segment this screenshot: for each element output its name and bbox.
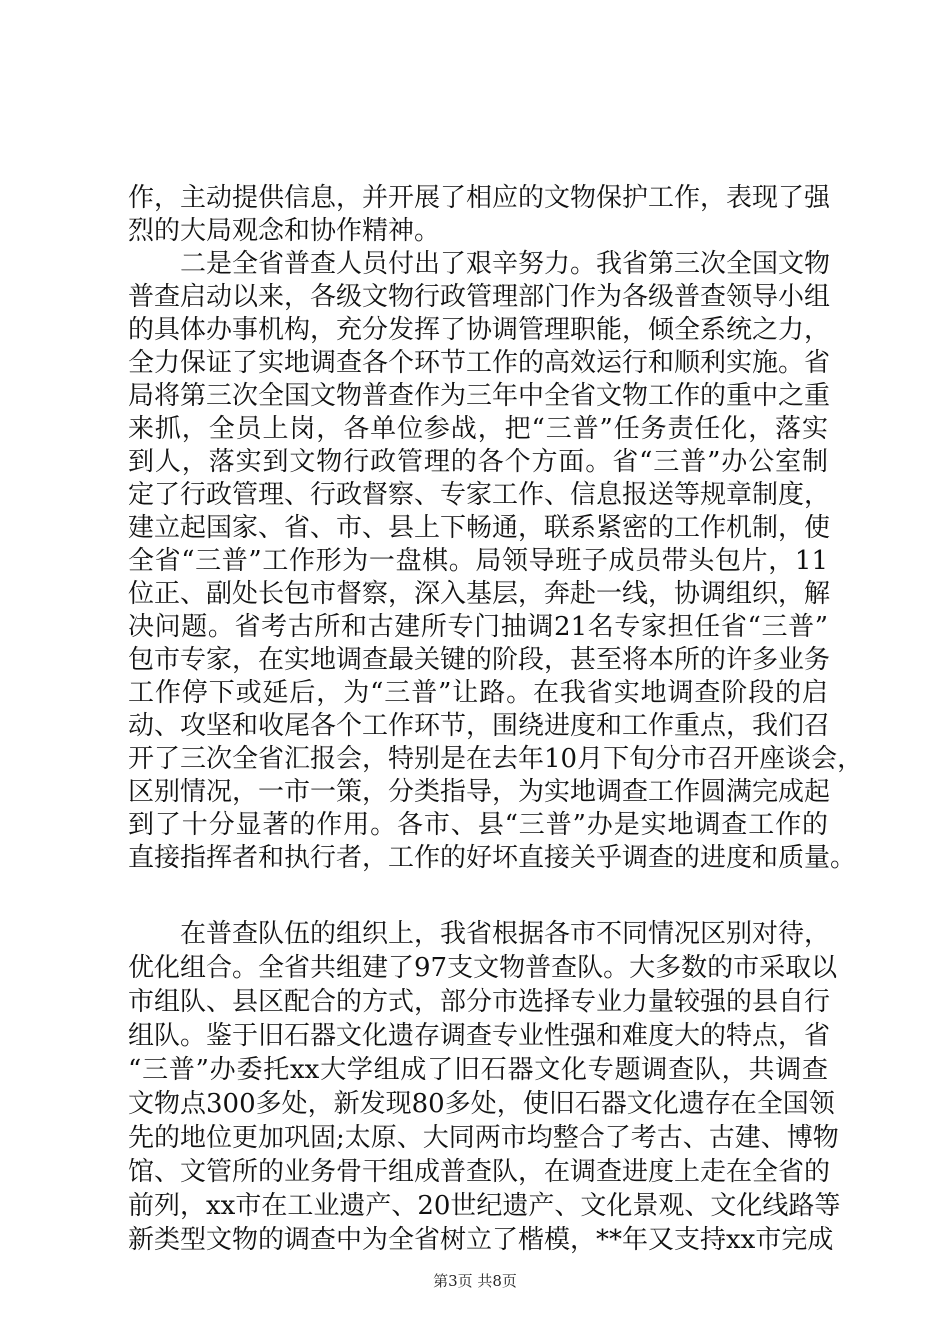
body-text-line: 来抓，全员上岗，各单位参战，把“三普”任务责任化，落实	[128, 414, 828, 444]
body-text-line: 建立起国家、省、市、县上下畅通，联系紧密的工作机制，使	[128, 513, 831, 543]
body-text-line: 决问题。省考古所和古建所专门抽调21名专家担任省“三普”	[128, 612, 828, 642]
body-text-line: 普查启动以来，各级文物行政管理部门作为各级普查领导小组	[128, 282, 831, 312]
body-text-line: 全力保证了实地调查各个环节工作的高效运行和顺利实施。省	[128, 348, 831, 378]
body-text-line: 的具体办事机构，充分发挥了协调管理职能，倾全系统之力，	[128, 315, 831, 345]
body-text-line: 动、攻坚和收尾各个工作环节，围绕进度和工作重点，我们召	[128, 711, 831, 741]
body-text-line: 前列，xx市在工业遗产、20世纪遗产、文化景观、文化线路等	[128, 1191, 841, 1221]
body-text-line: 工作停下或延后，为“三普”让路。在我省实地调查阶段的启	[128, 678, 828, 708]
body-text-line: 文物点300多处，新发现80多处，使旧石器文化遗存在全国领	[128, 1089, 835, 1119]
body-text-line: 区别情况，一市一策，分类指导，为实地调查工作圆满完成起	[128, 777, 831, 807]
body-text-line: 定了行政管理、行政督察、专家工作、信息报送等规章制度，	[128, 480, 831, 510]
paragraph-start-line: 二是全省普查人员付出了艰辛努力。我省第三次全国文物	[128, 249, 831, 279]
body-text-line: 新类型文物的调查中为全省树立了楷模，**年又支持xx市完成	[128, 1225, 834, 1255]
body-text-line: 直接指挥者和执行者，工作的好坏直接关乎调查的进度和质量。	[128, 843, 857, 873]
body-text-line: 烈的大局观念和协作精神。	[128, 216, 441, 246]
paragraph-start-line: 在普查队伍的组织上，我省根据各市不同情况区别对待，	[128, 919, 831, 949]
body-text-line: 优化组合。全省共组建了97支文物普查队。大多数的市采取以	[128, 953, 838, 983]
body-text-line: 位正、副处长包市督察，深入基层，奔赴一线，协调组织，解	[128, 579, 831, 609]
body-text-line: 馆、文管所的业务骨干组成普查队，在调查进度上走在全省的	[128, 1157, 831, 1187]
body-text-line: 组队。鉴于旧石器文化遗存调查专业性强和难度大的特点，省	[128, 1021, 831, 1051]
body-text-line: 市组队、县区配合的方式，部分市选择专业力量较强的县自行	[128, 987, 831, 1017]
body-text-line: 先的地位更加巩固;太原、大同两市均整合了考古、古建、博物	[128, 1123, 839, 1153]
body-text-line: 全省“三普”工作形为一盘棋。局领导班子成员带头包片，11	[128, 546, 828, 576]
body-text-line: 到了十分显著的作用。各市、县“三普”办是实地调查工作的	[128, 810, 828, 840]
body-text-line: 作，主动提供信息，并开展了相应的文物保护工作，表现了强	[128, 183, 831, 213]
body-text-line: 局将第三次全国文物普查作为三年中全省文物工作的重中之重	[128, 381, 831, 411]
body-text-line: “三普”办委托xx大学组成了旧石器文化专题调查队，共调查	[128, 1055, 828, 1085]
body-text-line: 包市专家，在实地调查最关键的阶段，甚至将本所的许多业务	[128, 645, 831, 675]
body-text-line: 到人，落实到文物行政管理的各个方面。省“三普”办公室制	[128, 447, 828, 477]
page-number-footer: 第3页 共8页	[433, 1272, 517, 1290]
body-text-line: 开了三次全省汇报会，特别是在去年10月下旬分市召开座谈会，	[128, 744, 864, 774]
